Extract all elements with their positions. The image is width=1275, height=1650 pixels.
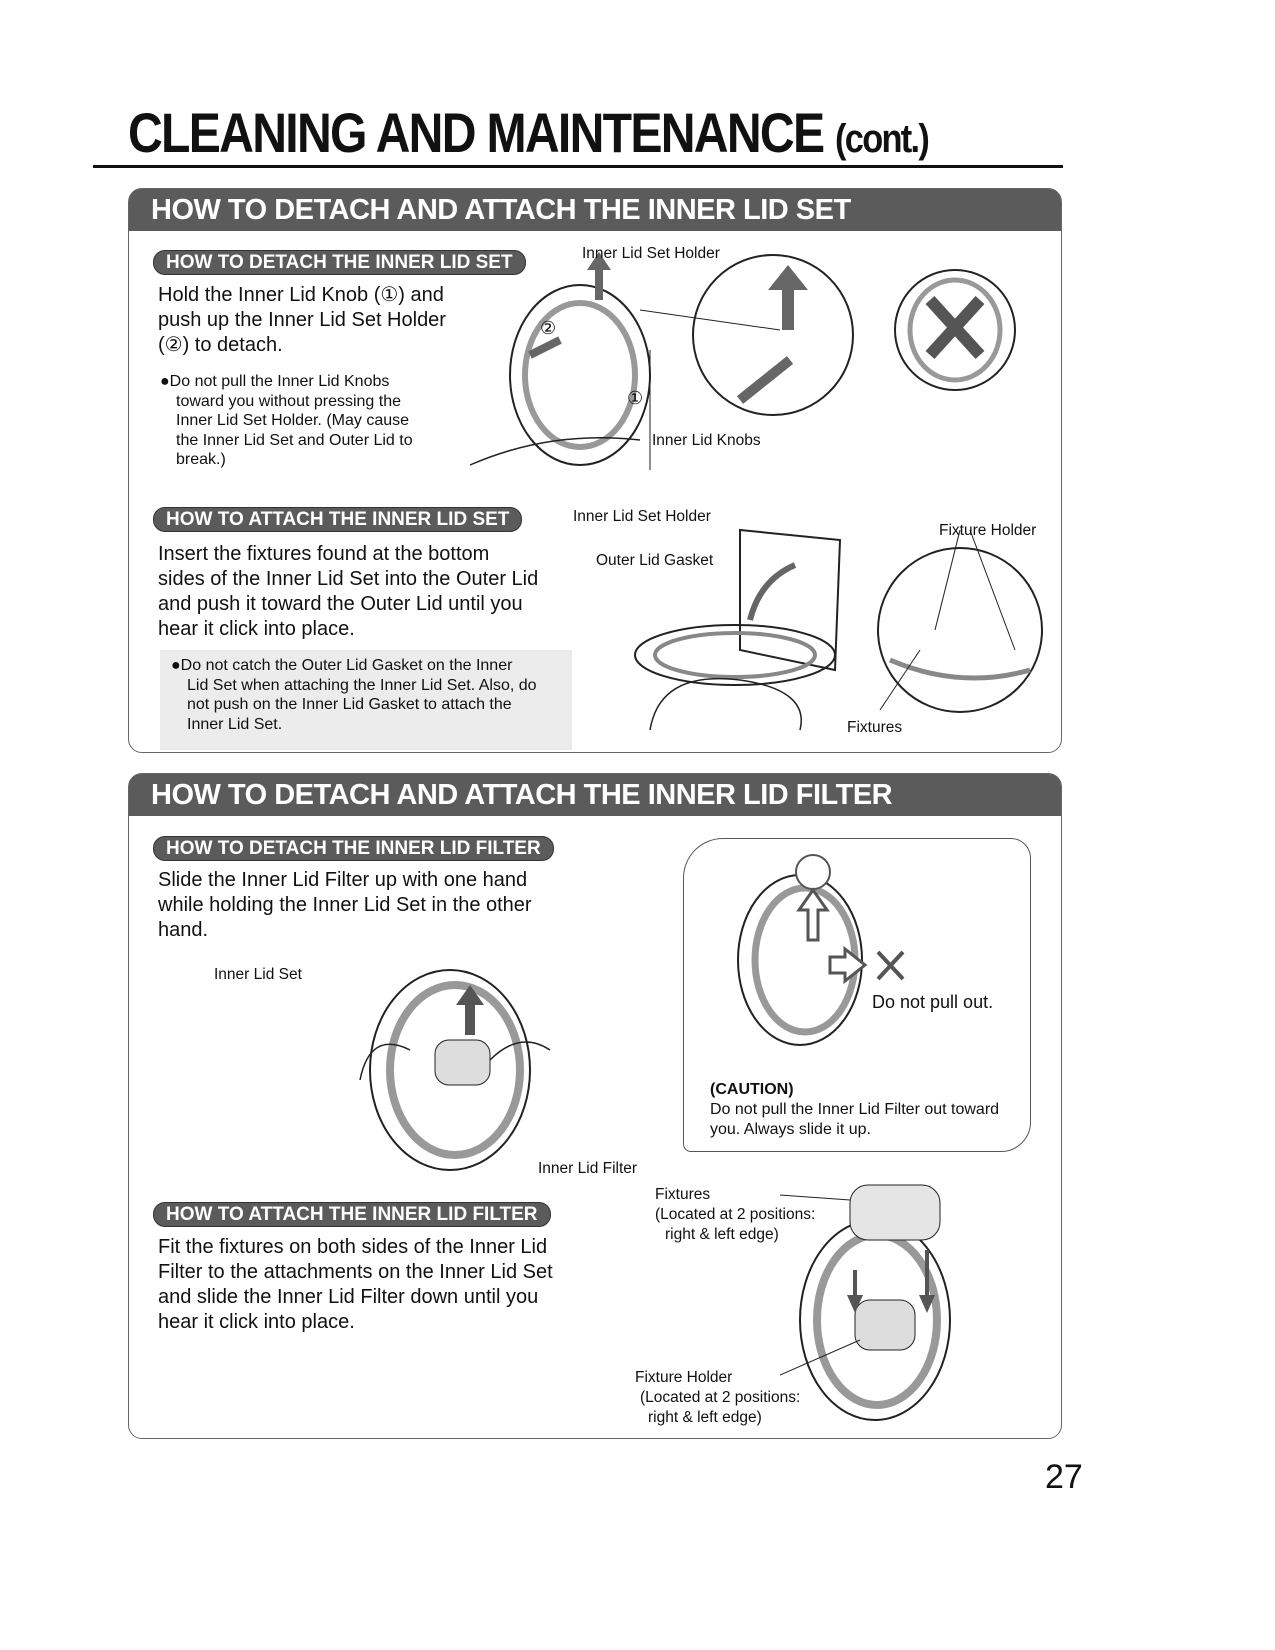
label-fixture-holder bbox=[635, 1368, 800, 1428]
subheading-detach-filter: HOW TO DETACH THE INNER LID FILTER bbox=[153, 836, 554, 861]
subheading-detach-lid-set: HOW TO DETACH THE INNER LID SET bbox=[153, 250, 526, 275]
text-line: ●Do not catch the Outer Lid Gasket on the Inner bbox=[171, 657, 513, 674]
section-heading: HOW TO DETACH AND ATTACH THE INNER LID SET bbox=[129, 189, 1061, 231]
text-line: ●Do not pull the Inner Lid Knobs bbox=[160, 373, 390, 390]
text-line: Lid Set when attaching the Inner Lid Set. Also, do bbox=[187, 676, 537, 694]
text-line: hand. bbox=[158, 919, 209, 941]
text-line: Fit the fixtures on both sides of the Inner Lid bbox=[158, 1236, 548, 1258]
marker-2: ② bbox=[540, 318, 557, 338]
attach-filter-instructions bbox=[158, 1235, 553, 1335]
caution-text bbox=[710, 1100, 999, 1139]
page-number: 27 bbox=[1045, 1458, 1083, 1496]
label-fixtures bbox=[655, 1185, 815, 1245]
subheading-attach-filter: HOW TO ATTACH THE INNER LID FILTER bbox=[153, 1202, 551, 1227]
text-line: push up the Inner Lid Set Holder bbox=[158, 309, 446, 331]
label-fixtures: Fixtures bbox=[847, 719, 903, 736]
text-line: Fixtures bbox=[655, 1186, 711, 1203]
text-line: Do not pull the Inner Lid Filter out toward bbox=[710, 1101, 1000, 1118]
label-inner-lid-set-holder: Inner Lid Set Holder bbox=[573, 508, 711, 525]
text-line: hear it click into place. bbox=[158, 1311, 355, 1333]
text-line: (②) to detach. bbox=[158, 334, 283, 356]
label-outer-lid-gasket: Outer Lid Gasket bbox=[596, 552, 714, 569]
attach-lid-note bbox=[160, 650, 572, 750]
text-line: sides of the Inner Lid Set into the Outer Lid bbox=[158, 568, 539, 590]
text-line: right & left edge) bbox=[665, 1226, 779, 1243]
detach-lid-note bbox=[160, 372, 413, 470]
label-inner-lid-set: Inner Lid Set bbox=[214, 966, 302, 983]
text-line: Insert the fixtures found at the bottom bbox=[158, 543, 490, 565]
title-main: CLEANING AND MAINTENANCE bbox=[128, 101, 824, 164]
text-line: Filter to the attachments on the Inner Lid Set bbox=[158, 1261, 553, 1283]
text-line: right & left edge) bbox=[648, 1409, 762, 1426]
text-line: (Located at 2 positions: bbox=[640, 1389, 801, 1406]
label-inner-lid-set-holder: Inner Lid Set Holder bbox=[582, 245, 720, 262]
attach-lid-instructions bbox=[158, 542, 538, 642]
do-not-pull-out-label: Do not pull out. bbox=[872, 992, 994, 1012]
title-suffix: (cont.) bbox=[835, 117, 929, 161]
section-heading: HOW TO DETACH AND ATTACH THE INNER LID FILTER bbox=[129, 774, 1061, 816]
text-line: the Inner Lid Set and Outer Lid to bbox=[176, 431, 413, 449]
text-line: Hold the Inner Lid Knob (①) and bbox=[158, 284, 444, 306]
text-line: Inner Lid Set. bbox=[187, 715, 283, 733]
text-line: and slide the Inner Lid Filter down until you bbox=[158, 1286, 539, 1308]
text-line: Inner Lid Set Holder. (May cause bbox=[176, 412, 410, 429]
text-line: Slide the Inner Lid Filter up with one hand bbox=[158, 869, 528, 891]
text-line: not push on the Inner Lid Gasket to attach the bbox=[187, 696, 512, 713]
text-line: break.) bbox=[176, 451, 226, 468]
text-line: and push it toward the Outer Lid until you bbox=[158, 593, 523, 615]
detach-filter-illustration bbox=[340, 960, 570, 1190]
caution-title: (CAUTION) bbox=[710, 1081, 794, 1098]
text-line: toward you without pressing the bbox=[176, 392, 402, 410]
text-line: while holding the Inner Lid Set in the other bbox=[158, 894, 532, 916]
caution-illustration bbox=[720, 850, 920, 1050]
label-inner-lid-knobs: Inner Lid Knobs bbox=[652, 432, 761, 449]
marker-1: ① bbox=[627, 388, 644, 408]
label-fixture-holder: Fixture Holder bbox=[939, 522, 1037, 539]
text-line: hear it click into place. bbox=[158, 618, 355, 640]
page-title bbox=[128, 100, 928, 165]
detach-lid-instructions bbox=[158, 283, 446, 358]
text-line: (Located at 2 positions: bbox=[655, 1206, 816, 1223]
label-inner-lid-filter: Inner Lid Filter bbox=[538, 1160, 638, 1177]
text-line: Fixture Holder bbox=[635, 1369, 733, 1386]
detach-filter-instructions bbox=[158, 868, 532, 943]
title-rule bbox=[93, 165, 1063, 168]
subheading-attach-lid-set: HOW TO ATTACH THE INNER LID SET bbox=[153, 507, 522, 532]
text-line: you. Always slide it up. bbox=[710, 1120, 871, 1138]
